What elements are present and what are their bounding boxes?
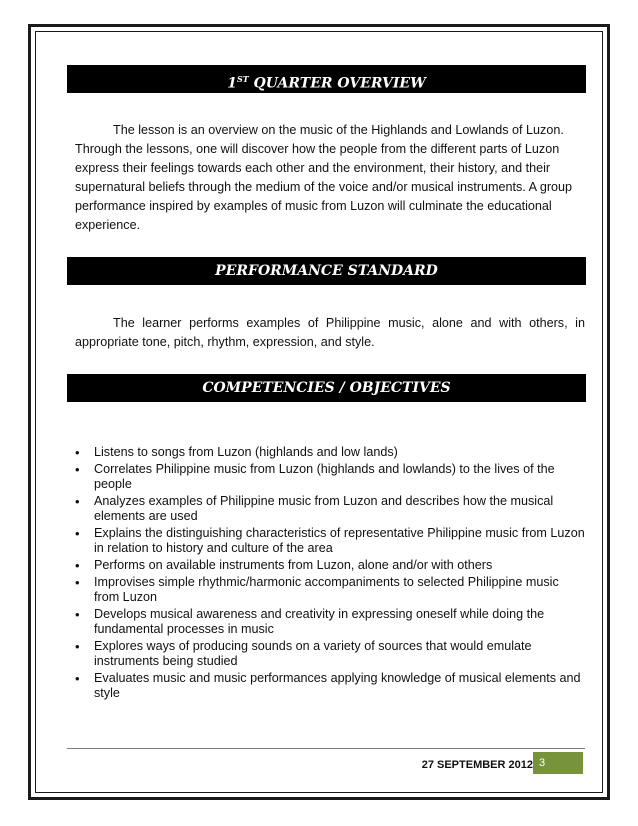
footer-divider xyxy=(67,748,585,749)
bullet-icon: • xyxy=(75,461,80,477)
overview-heading-num: 1 xyxy=(227,75,237,92)
overview-body: The lesson is an overview on the music of the Highlands and Lowlands of Luzon. Through the lessons, one will discover how the people from the different parts of Luzon express their feelings towards each other and the environment, their history, and their supernatural beliefs through the medium of the voice and/or musical instruments. A group performance inspired by examples of music from Luzon will culminate the educational experience. xyxy=(75,123,573,232)
list-item xyxy=(75,639,585,670)
objective-text: Explains the distinguishing characteristics of representative Philippine music from Luzon in relation to history and culture of the area xyxy=(94,525,585,556)
footer-date: 27 SEPTEMBER 2012 xyxy=(421,759,533,771)
objective-text: Improvises simple rhythmic/harmonic accompaniments to selected Philippine music from Luzon xyxy=(94,574,559,605)
list-item xyxy=(75,526,585,557)
competencies-heading: COMPETENCIES / OBJECTIVES xyxy=(67,374,586,402)
objective-text: Correlates Philippine music from Luzon (highlands and lowlands) to the lives of the people xyxy=(94,461,555,492)
performance-heading: PERFORMANCE STANDARD xyxy=(67,257,586,285)
overview-paragraph xyxy=(75,121,585,235)
bullet-icon: • xyxy=(75,525,80,541)
bullet-icon: • xyxy=(75,558,80,574)
objective-text: Performs on available instruments from Luzon, alone and/or with others xyxy=(94,558,493,573)
objective-text: Explores ways of producing sounds on a variety of sources that would emulate instruments being studied xyxy=(94,638,532,669)
bullet-icon: • xyxy=(75,493,80,509)
list-item xyxy=(75,607,585,638)
objective-text: Develops musical awareness and creativity in expressing oneself while doing the fundamental processes in music xyxy=(94,606,545,637)
bullet-icon: • xyxy=(75,671,80,687)
list-item xyxy=(75,494,585,525)
objective-text: Listens to songs from Luzon (highlands and low lands) xyxy=(94,445,398,459)
list-item xyxy=(75,671,585,702)
objective-text: Evaluates music and music performances applying knowledge of musical elements and style xyxy=(94,671,581,701)
performance-body: The learner performs examples of Philippine music, alone and with others, in appropriate tone, pitch, rhythm, expression, and style. xyxy=(75,316,585,349)
list-item xyxy=(75,575,585,606)
list-item xyxy=(75,445,585,460)
bullet-icon: • xyxy=(75,574,80,590)
list-item xyxy=(75,462,585,493)
performance-paragraph xyxy=(75,314,585,352)
objective-text: Analyzes examples of Philippine music from Luzon and describes how the musical elements are used xyxy=(94,493,554,524)
overview-heading-text: QUARTER OVERVIEW xyxy=(248,75,426,92)
bullet-icon: • xyxy=(75,638,80,654)
overview-heading xyxy=(67,65,586,93)
bullet-icon: • xyxy=(75,606,80,622)
bullet-icon: • xyxy=(75,445,80,460)
objectives-list xyxy=(75,445,585,703)
list-item xyxy=(75,558,585,573)
page-number: 3 xyxy=(533,752,583,774)
overview-heading-sup: ST xyxy=(236,74,249,84)
